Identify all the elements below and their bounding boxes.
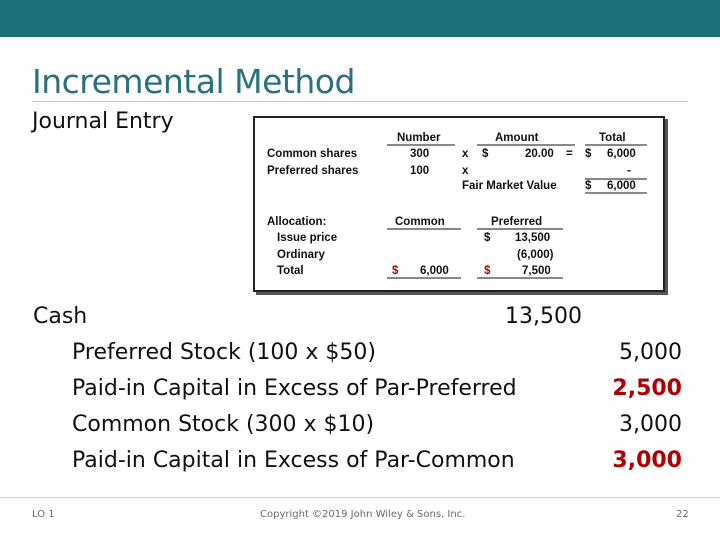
- alloc-common-dollar: $: [392, 265, 399, 277]
- header-total: Total: [599, 132, 626, 144]
- row-amount: 20.00: [525, 148, 554, 160]
- row-times: x: [462, 148, 469, 160]
- alloc-pref-value: 7,500: [522, 265, 551, 277]
- row-total: -: [627, 165, 631, 177]
- alloc-pref-value: 13,500: [515, 232, 551, 244]
- alloc-row-label: Issue price: [277, 232, 338, 244]
- alloc-pref-dollar: $: [484, 265, 491, 277]
- slide-title: Incremental Method: [32, 62, 355, 101]
- credit-amount: 5,000: [619, 340, 682, 365]
- credit-amount: 3,000: [619, 412, 682, 437]
- header-amount: Amount: [495, 132, 539, 144]
- learning-objective: LO 1: [32, 509, 55, 520]
- journal-entry: [0, 302, 720, 482]
- footer-divider: [0, 497, 720, 498]
- alloc-header-preferred: Preferred: [491, 216, 543, 228]
- alloc-header-common: Common: [395, 216, 445, 228]
- page-number: 22: [676, 509, 689, 520]
- top-banner: [0, 0, 720, 37]
- title-divider: [32, 101, 688, 102]
- alloc-common-value: 6,000: [420, 265, 449, 277]
- row-label: Common shares: [267, 148, 358, 160]
- allocation-label: Allocation:: [267, 216, 327, 228]
- slide-subtitle: Journal Entry: [32, 109, 174, 134]
- fmv-dollar: $: [585, 180, 592, 192]
- copyright-notice: Copyright ©2019 John Wiley & Sons, Inc.: [260, 509, 466, 520]
- debit-amount: 13,500: [505, 304, 582, 329]
- row-number: 100: [410, 165, 430, 177]
- credit-account: Paid-in Capital in Excess of Par-Common: [72, 448, 515, 473]
- row-total-dollar: $: [585, 148, 592, 160]
- credit-amount: 2,500: [612, 376, 682, 401]
- alloc-pref-dollar: $: [484, 232, 491, 244]
- row-dollar: $: [482, 148, 489, 160]
- header-number: Number: [397, 132, 441, 144]
- credit-account: Preferred Stock (100 x $50): [72, 340, 377, 365]
- alloc-pref-value: (6,000): [517, 249, 554, 261]
- fmv-total: 6,000: [607, 180, 636, 192]
- fmv-label: Fair Market Value: [462, 180, 557, 192]
- allocation-table-image: [253, 116, 665, 292]
- alloc-row-label: Total: [277, 265, 304, 277]
- alloc-row-label: Ordinary: [277, 249, 325, 261]
- credit-amount: 3,000: [612, 448, 682, 473]
- allocation-table: [255, 118, 663, 290]
- row-equals: =: [566, 148, 573, 160]
- debit-account: Cash: [33, 304, 88, 329]
- credit-account: Common Stock (300 x $10): [72, 412, 375, 437]
- row-times: x: [462, 165, 469, 177]
- row-total: 6,000: [607, 148, 636, 160]
- row-number: 300: [410, 148, 430, 160]
- row-label: Preferred shares: [267, 165, 359, 177]
- credit-account: Paid-in Capital in Excess of Par-Preferred: [72, 376, 517, 401]
